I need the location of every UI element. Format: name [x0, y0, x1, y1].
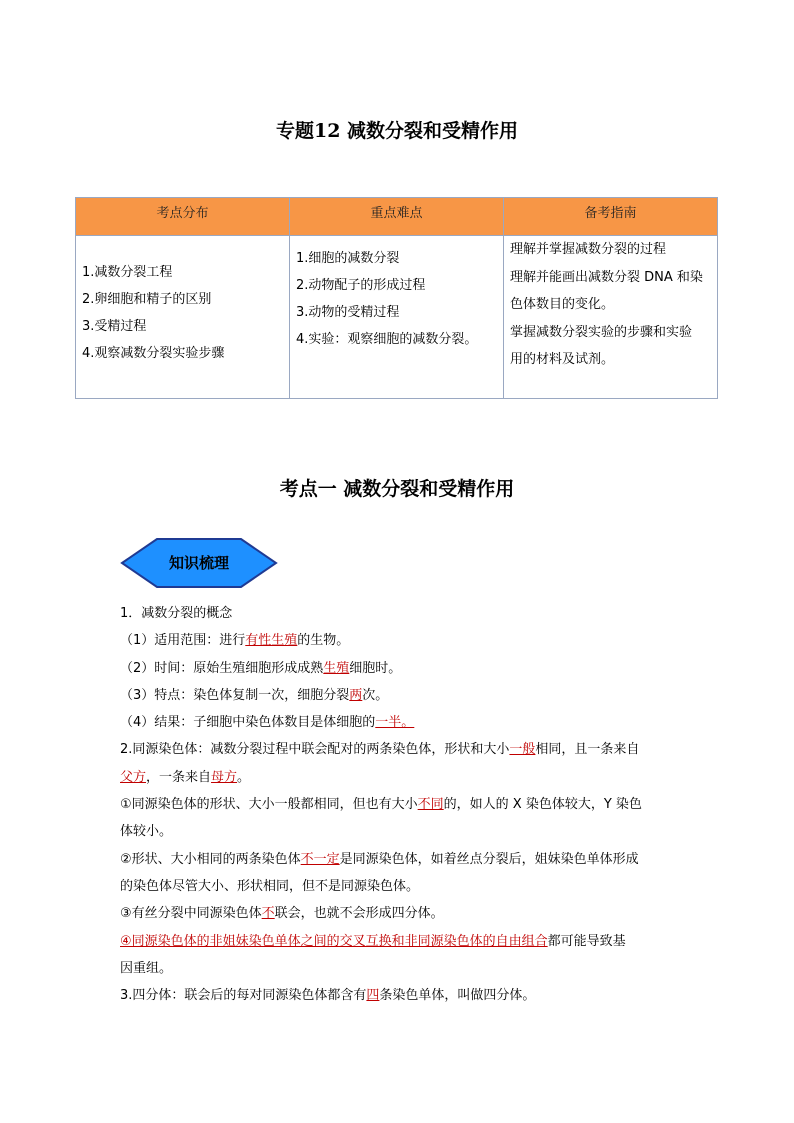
list-item: 色体数目的变化。	[510, 297, 615, 312]
paragraph: ①同源染色体的形状、大小一般都相同，但也有大小不同的，如人的 X 染色体较大，Y 染色	[120, 797, 642, 813]
list-item: 理解并掌握减数分裂的过程	[510, 242, 667, 257]
paragraph: （3）特点：染色体复制一次，细胞分裂两次。	[120, 687, 389, 703]
list-item: 2.动物配子的形成过程	[296, 278, 426, 293]
table-header-distribution: 考点分布	[76, 198, 290, 236]
paragraph: 因重组。	[120, 960, 173, 976]
table-header-key-points: 重点难点	[290, 198, 504, 236]
list-item: 用的材料及试剂。	[510, 352, 615, 367]
paragraph: ④同源染色体的非姐妹染色单体之间的交叉互换和非同源染色体的自由组合都可能导致基	[120, 933, 626, 949]
paragraph: 父方，一条来自母方。	[120, 769, 251, 785]
paragraph: 的染色体尽管大小、形状相同，但不是同源染色体。	[120, 878, 420, 894]
badge-label: 知识梳理	[168, 554, 229, 572]
table-cell-exam-guide	[504, 236, 718, 399]
document-title: 专题12 减数分裂和受精作用	[275, 120, 519, 142]
paragraph: （4）结果：子细胞中染色体数目是体细胞的一半。	[120, 715, 415, 731]
list-item: 理解并能画出减数分裂 DNA 和染	[510, 269, 703, 285]
paragraph: 2.同源染色体：减数分裂过程中联会配对的两条染色体，形状和大小一般相同，且一条来自	[120, 742, 640, 758]
content-body	[120, 600, 690, 1009]
list-item: 3.受精过程	[82, 319, 147, 334]
list-item: 1.减数分裂工程	[82, 265, 173, 280]
list-item: 4.观察减数分裂实验步骤	[82, 346, 225, 361]
list-item: 1.细胞的减数分裂	[296, 251, 400, 266]
knowledge-badge	[120, 537, 278, 589]
list-item: 2.卵细胞和精子的区别	[82, 292, 212, 307]
section-title: 考点一 减数分裂和受精作用	[279, 478, 515, 500]
paragraph: ③有丝分裂中同源染色体不联会，也就不会形成四分体。	[120, 906, 444, 922]
list-item: 4.实验：观察细胞的减数分裂。	[296, 332, 478, 347]
paragraph: 1．减数分裂的概念	[120, 606, 233, 621]
table-cell-distribution	[76, 236, 290, 399]
paragraph: 3.四分体：联会后的每对同源染色体都含有四条染色单体，叫做四分体。	[120, 988, 536, 1004]
table-header-exam-guide: 备考指南	[504, 198, 718, 236]
list-item: 掌握减数分裂实验的步骤和实验	[510, 324, 693, 340]
paragraph: 体较小。	[120, 824, 173, 840]
paragraph: （1）适用范围：进行有性生殖的生物。	[120, 633, 350, 649]
overview-table	[75, 197, 718, 399]
paragraph: （2）时间：原始生殖细胞形成成熟生殖细胞时。	[120, 660, 402, 676]
table-cell-key-points	[290, 236, 504, 399]
list-item: 3.动物的受精过程	[296, 305, 400, 320]
paragraph: ②形状、大小相同的两条染色体不一定是同源染色体，如着丝点分裂后，姐妹染色单体形成	[120, 851, 639, 867]
